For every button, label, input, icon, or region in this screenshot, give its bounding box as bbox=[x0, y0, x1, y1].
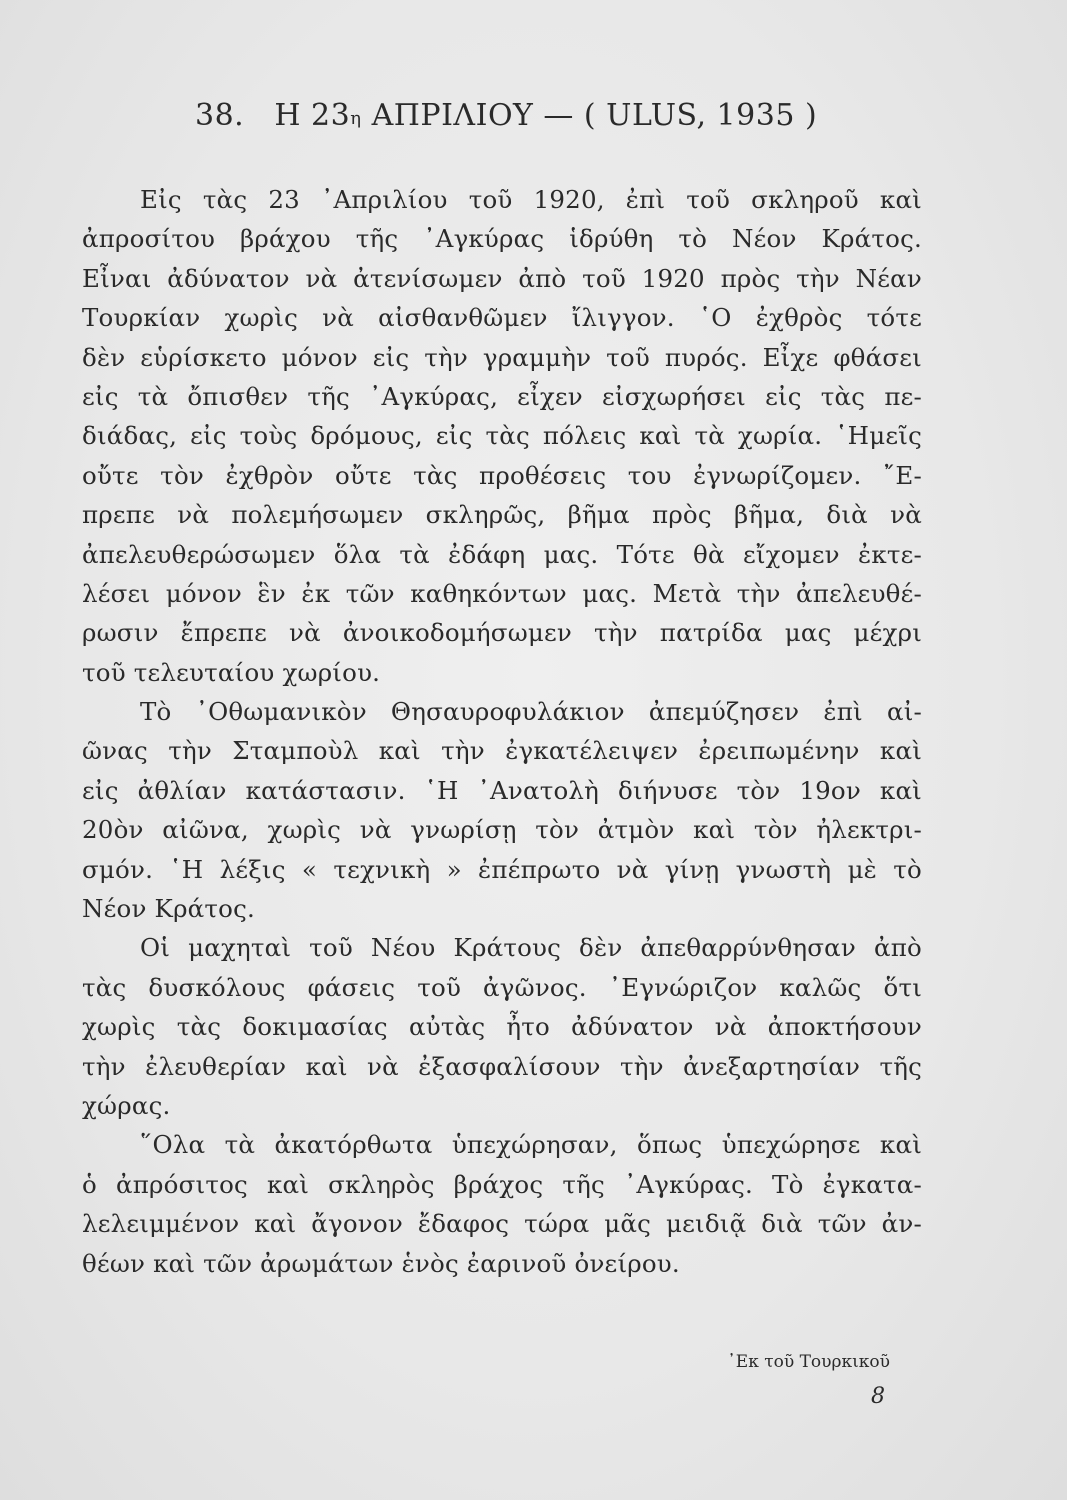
paragraph-2 bbox=[82, 692, 922, 928]
chapter-title-rest: ΑΠΡΙΛΙΟΥ — ( ULUS, 1935 ) bbox=[361, 98, 818, 133]
text-line: χώρας. bbox=[82, 1090, 171, 1120]
text-line: Οἱ μαχηταὶ τοῦ Νέου Κράτους δὲν ἀπεθαρρύνθησαν ἀπὸ bbox=[140, 933, 922, 963]
text-line: ἀπελευθερώσωμεν ὅλα τὰ ἐδάφη μας. Τότε θὰ εἴχομεν ἐκτε- bbox=[82, 539, 922, 569]
chapter-number: 38. bbox=[195, 98, 245, 133]
chapter-title-main: Η 23 bbox=[274, 98, 351, 133]
text-line: διάδας, εἰς τοὺς δρόμους, εἰς τὰς πόλεις καὶ τὰ χωρία. ῾Ημεῖς bbox=[82, 421, 922, 451]
text-line: οὔτε τὸν ἐχθρὸν οὔτε τὰς προθέσεις του ἐγνωρίζομεν. ῎Ε- bbox=[82, 460, 922, 490]
paragraph-4 bbox=[82, 1125, 922, 1283]
text-line: δὲν εὑρίσκετο μόνον εἰς τὴν γραμμὴν τοῦ πυρός. Εἶχε φθάσει bbox=[82, 342, 922, 372]
text-line: 20ὸν αἰῶνα, χωρὶς νὰ γνωρίσῃ τὸν ἀτμὸν καὶ τὸν ἠλεκτρι- bbox=[82, 815, 922, 845]
text-line: τὰς δυσκόλους φάσεις τοῦ ἀγῶνος. ᾿Εγνώριζον καλῶς ὅτι bbox=[82, 972, 922, 1002]
text-line: ἀπροσίτου βράχου τῆς ᾿Αγκύρας ἱδρύθη τὸ Νέον Κράτος. bbox=[82, 224, 922, 254]
text-line: σμόν. ῾Η λέξις « τεχνικὴ » ἐπέπρωτο νὰ γίνῃ γνωστὴ μὲ τὸ bbox=[82, 854, 922, 884]
text-line: πρεπε νὰ πολεμήσωμεν σκληρῶς, βῆμα πρὸς βῆμα, διὰ νὰ bbox=[82, 500, 922, 530]
text-line: ῞Ολα τὰ ἀκατόρθωτα ὑπεχώρησαν, ὅπως ὑπεχώρησε καὶ bbox=[140, 1130, 922, 1160]
text-line: θέων καὶ τῶν ἀρωμάτων ἑνὸς ἐαρινοῦ ὀνείρου. bbox=[82, 1248, 680, 1278]
text-line: ῶνας τὴν Σταμποὺλ καὶ τὴν ἐγκατέλειψεν ἐρειπωμένην καὶ bbox=[82, 736, 922, 766]
text-line: Νέον Κράτος. bbox=[82, 894, 256, 924]
text-line: εἰς ἀθλίαν κατάστασιν. ῾Η ᾿Ανατολὴ διήνυσε τὸν 19ον καὶ bbox=[82, 775, 922, 805]
text-line: χωρὶς τὰς δοκιμασίας αὐτὰς ἦτο ἀδύνατον νὰ ἀποκτήσουν bbox=[82, 1012, 922, 1042]
page-number: 8 bbox=[871, 1384, 885, 1409]
chapter-title-superscript: η bbox=[350, 108, 362, 130]
text-line: Τουρκίαν χωρὶς νὰ αἰσθανθῶμεν ἴλιγγον. ῾Ο ἐχθρὸς τότε bbox=[82, 303, 922, 333]
text-line: ρωσιν ἔπρεπε νὰ ἀνοικοδομήσωμεν τὴν πατρίδα μας μέχρι bbox=[82, 618, 922, 648]
text-line: Τὸ ᾿Οθωμανικὸν Θησαυροφυλάκιον ἀπεμύζησεν ἐπὶ αἰ- bbox=[140, 697, 922, 727]
text-line: λέσει μόνον ἓν ἐκ τῶν καθηκόντων μας. Μετὰ τὴν ἀπελευθέ- bbox=[82, 578, 922, 608]
text-line: εἰς τὰ ὄπισθεν τῆς ᾿Αγκύρας, εἶχεν εἰσχωρήσει εἰς τὰς πε- bbox=[82, 381, 922, 411]
text-line: ὁ ἀπρόσιτος καὶ σκληρὸς βράχος τῆς ᾿Αγκύρας. Τὸ ἐγκατα- bbox=[82, 1169, 922, 1199]
translation-source-note: ᾿Εκ τοῦ Τουρκικοῦ bbox=[727, 1352, 890, 1372]
text-line: τὴν ἐλευθερίαν καὶ νὰ ἐξασφαλίσουν τὴν ἀνεξαρτησίαν τῆς bbox=[82, 1051, 922, 1081]
chapter-title bbox=[195, 98, 817, 133]
article-body bbox=[82, 180, 922, 1283]
text-line: Εἶναι ἀδύνατον νὰ ἀτενίσωμεν ἀπὸ τοῦ 1920 πρὸς τὴν Νέαν bbox=[82, 263, 922, 293]
paragraph-3 bbox=[82, 928, 922, 1125]
paragraph-1 bbox=[82, 180, 922, 692]
text-line: τοῦ τελευταίου χωρίου. bbox=[82, 657, 381, 687]
text-line: λελειμμένον καὶ ἄγονον ἔδαφος τώρα μᾶς μειδιᾷ διὰ τῶν ἀν- bbox=[82, 1209, 922, 1239]
text-line: Εἰς τὰς 23 ᾿Απριλίου τοῦ 1920, ἐπὶ τοῦ σκληροῦ καὶ bbox=[140, 185, 922, 214]
